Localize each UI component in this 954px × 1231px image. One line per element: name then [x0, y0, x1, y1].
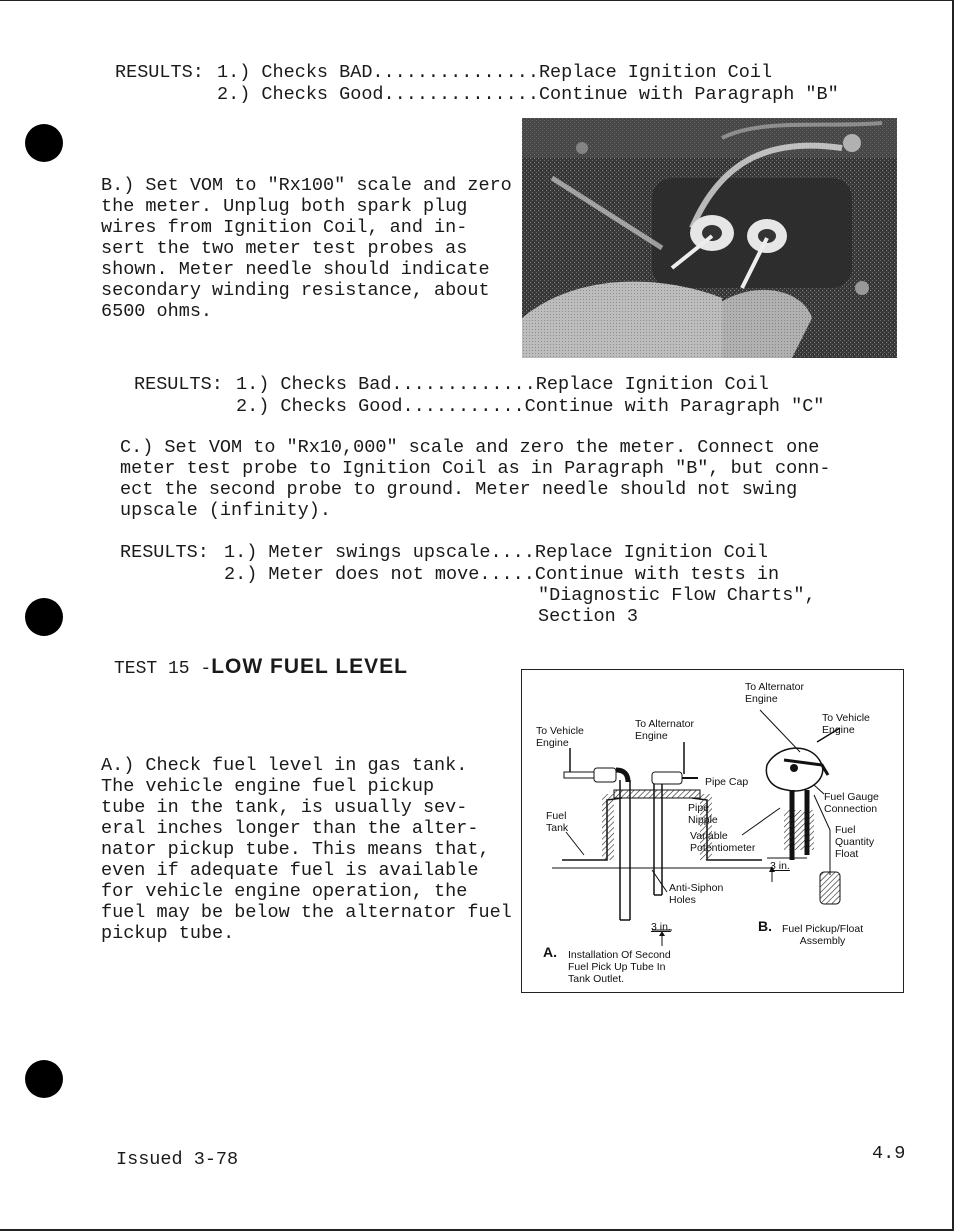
- binder-hole-middle: [25, 598, 63, 636]
- paragraph-b: [101, 175, 512, 322]
- results-c-line-4: Section 3: [538, 606, 638, 627]
- results-a-line-2: 2.) Checks Good..............Continue with Paragraph "B": [217, 84, 839, 105]
- results-a-label: RESULTS:: [115, 62, 204, 83]
- paragraph-b-line: B.) Set VOM to "Rx100" scale and zero: [101, 175, 512, 196]
- paragraph-b-line: the meter. Unplug both spark plug: [101, 196, 468, 217]
- results-c-label: RESULTS:: [120, 542, 209, 563]
- test-15-heading: [114, 655, 408, 680]
- footer-page-number: 4.9: [872, 1143, 906, 1164]
- paragraph-test15-line: A.) Check fuel level in gas tank.: [101, 755, 468, 776]
- results-c-line-2: 2.) Meter does not move.....Continue with tests in: [224, 564, 780, 585]
- paragraph-b-line: wires from Ignition Coil, and in-: [101, 217, 468, 238]
- paragraph-c-line: ect the second probe to ground. Meter needle should not swing: [120, 479, 798, 500]
- test-15-prefix: TEST 15 -: [114, 659, 212, 679]
- results-b-label: RESULTS:: [134, 374, 223, 395]
- label-fuel-gauge-connection: Fuel Gauge Connection: [824, 791, 879, 815]
- binder-hole-top: [25, 124, 63, 162]
- paragraph-b-line: 6500 ohms.: [101, 301, 213, 322]
- results-c-line-1: 1.) Meter swings upscale....Replace Ignition Coil: [224, 542, 768, 563]
- paragraph-test15-line: pickup tube.: [101, 923, 235, 944]
- page-top-edge: [0, 0, 954, 1]
- results-a-line-1: 1.) Checks BAD...............Replace Ignition Coil: [217, 62, 773, 83]
- paragraph-b-line: secondary winding resistance, about: [101, 280, 490, 301]
- ignition-coil-photo-graphic: [522, 118, 897, 358]
- label-3-in-a: 3 in.: [651, 921, 671, 933]
- paragraph-test15-line: The vehicle engine fuel pickup: [101, 776, 435, 797]
- footer-issued: Issued 3-78: [116, 1149, 239, 1170]
- results-c-line-3: "Diagnostic Flow Charts",: [538, 585, 816, 606]
- label-to-vehicle-engine-b: To Vehicle Engine: [822, 712, 870, 736]
- label-to-alternator-engine-a: To Alternator Engine: [635, 718, 694, 742]
- paragraph-c: [120, 437, 831, 521]
- paragraph-c-line: upscale (infinity).: [120, 500, 331, 521]
- label-to-alternator-engine-b: To Alternator Engine: [745, 681, 804, 705]
- paragraph-test15-a: [101, 755, 512, 944]
- label-pipe-nipple: Pipe Nipple: [688, 802, 718, 826]
- label-variable-potentiometer: Variable Potentiometer: [690, 830, 756, 854]
- label-fuel-quantity-float: Fuel Quantity Float: [835, 824, 875, 860]
- label-pipe-cap: Pipe Cap: [705, 776, 749, 788]
- paragraph-b-line: sert the two meter test probes as: [101, 238, 468, 259]
- caption-b-letter: B.: [758, 918, 772, 934]
- caption-a: Installation Of Second Fuel Pick Up Tube In Tank Outlet.: [568, 949, 671, 985]
- label-to-vehicle-engine-a: To Vehicle Engine: [536, 725, 584, 749]
- binder-hole-bottom: [25, 1060, 63, 1098]
- paragraph-c-line: meter test probe to Ignition Coil as in Paragraph "B", but conn-: [120, 458, 831, 479]
- paragraph-b-line: shown. Meter needle should indicate: [101, 259, 490, 280]
- caption-a-letter: A.: [543, 944, 557, 960]
- test-15-title: LOW FUEL LEVEL: [211, 655, 408, 678]
- paragraph-test15-line: for vehicle engine operation, the: [101, 881, 468, 902]
- paragraph-test15-line: eral inches longer than the alter-: [101, 818, 479, 839]
- label-3-in-b: 3 in.: [770, 860, 790, 872]
- paragraph-c-line: C.) Set VOM to "Rx10,000" scale and zero the meter. Connect one: [120, 437, 820, 458]
- fuel-pickup-diagram: [521, 669, 904, 993]
- caption-b: Fuel Pickup/Float Assembly: [782, 923, 864, 947]
- paragraph-test15-line: tube in the tank, is usually sev-: [101, 797, 468, 818]
- ignition-coil-photo: [522, 118, 897, 358]
- results-b-line-2: 2.) Checks Good...........Continue with Paragraph "C": [236, 396, 825, 417]
- paragraph-test15-line: fuel may be below the alternator fuel: [101, 902, 512, 923]
- results-b-line-1: 1.) Checks Bad.............Replace Ignition Coil: [236, 374, 769, 395]
- label-anti-siphon-holes: Anti-Siphon Holes: [669, 882, 724, 906]
- label-fuel-tank: Fuel Tank: [546, 810, 569, 834]
- paragraph-test15-line: nator pickup tube. This means that,: [101, 839, 490, 860]
- paragraph-test15-line: even if adequate fuel is available: [101, 860, 479, 881]
